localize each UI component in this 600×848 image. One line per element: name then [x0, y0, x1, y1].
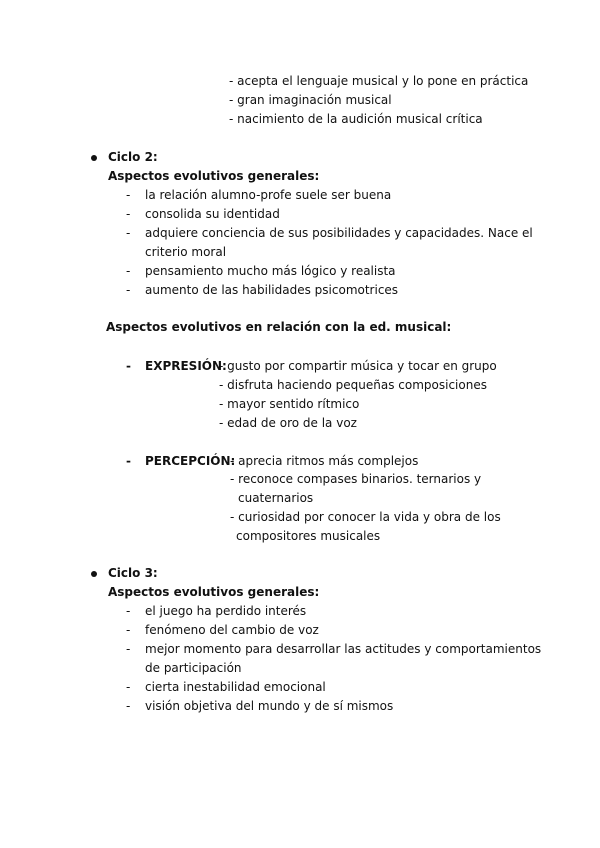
- percepcion-label: PERCEPCIÓN:: [145, 454, 236, 468]
- ciclo2-title: Ciclo 2:: [108, 150, 158, 164]
- bullet-icon: [91, 155, 97, 161]
- expresion-item: - mayor sentido rítmico: [219, 397, 360, 411]
- ciclo3-item-continuation: de participación: [145, 661, 242, 675]
- dash-marker: -: [126, 359, 131, 373]
- percepcion-item-continuation: cuaternarios: [238, 491, 314, 505]
- expresion-item: - edad de oro de la voz: [219, 416, 357, 430]
- dash-marker: -: [126, 642, 131, 656]
- ciclo2-item: pensamiento mucho más lógico y realista: [145, 264, 396, 278]
- dash-marker: -: [126, 226, 131, 240]
- ciclo3-item: mejor momento para desarrollar las actitudes y comportamientos: [145, 642, 542, 656]
- percepcion-item: - reconoce compases binarios. ternarios y: [230, 472, 482, 486]
- expresion-label: EXPRESIÓN:: [145, 359, 227, 373]
- ciclo2-musical-heading: Aspectos evolutivos en relación con la ed. musical:: [106, 320, 452, 334]
- ciclo2-item: la relación alumno-profe suele ser buena: [145, 188, 392, 202]
- percepcion-item: - curiosidad por conocer la vida y obra de los: [230, 510, 501, 524]
- percepcion-item-continuation: compositores musicales: [236, 529, 381, 543]
- ciclo2-item: consolida su identidad: [145, 207, 280, 221]
- ciclo3-item: fenómeno del cambio de voz: [145, 623, 319, 637]
- intro-line: - gran imaginación musical: [229, 93, 392, 107]
- ciclo2-general-heading: Aspectos evolutivos generales:: [108, 169, 320, 183]
- dash-marker: -: [126, 699, 131, 713]
- ciclo3-item: el juego ha perdido interés: [145, 604, 307, 618]
- dash-marker: -: [126, 207, 131, 221]
- ciclo2-item: aumento de las habilidades psicomotrices: [145, 283, 399, 297]
- dash-marker: -: [126, 188, 131, 202]
- dash-marker: -: [126, 604, 131, 618]
- ciclo3-item: cierta inestabilidad emocional: [145, 680, 326, 694]
- ciclo2-item-continuation: criterio moral: [145, 245, 227, 259]
- percepcion-item: - aprecia ritmos más complejos: [230, 454, 419, 468]
- ciclo3-title: Ciclo 3:: [108, 566, 158, 580]
- ciclo2-item: adquiere conciencia de sus posibilidades y capacidades. Nace el: [145, 226, 533, 240]
- dash-marker: -: [126, 623, 131, 637]
- dash-marker: -: [126, 283, 131, 297]
- bullet-icon: [91, 571, 97, 577]
- ciclo3-item: visión objetiva del mundo y de sí mismos: [145, 699, 394, 713]
- ciclo3-general-heading: Aspectos evolutivos generales:: [108, 585, 320, 599]
- expresion-item: - disfruta haciendo pequeñas composiciones: [219, 378, 487, 392]
- dash-marker: -: [126, 680, 131, 694]
- intro-line: - acepta el lenguaje musical y lo pone en práctica: [229, 74, 529, 88]
- dash-marker: -: [126, 454, 131, 468]
- intro-line: - nacimiento de la audición musical crítica: [229, 112, 483, 126]
- expresion-item: - gusto por compartir música y tocar en grupo: [219, 359, 497, 373]
- dash-marker: -: [126, 264, 131, 278]
